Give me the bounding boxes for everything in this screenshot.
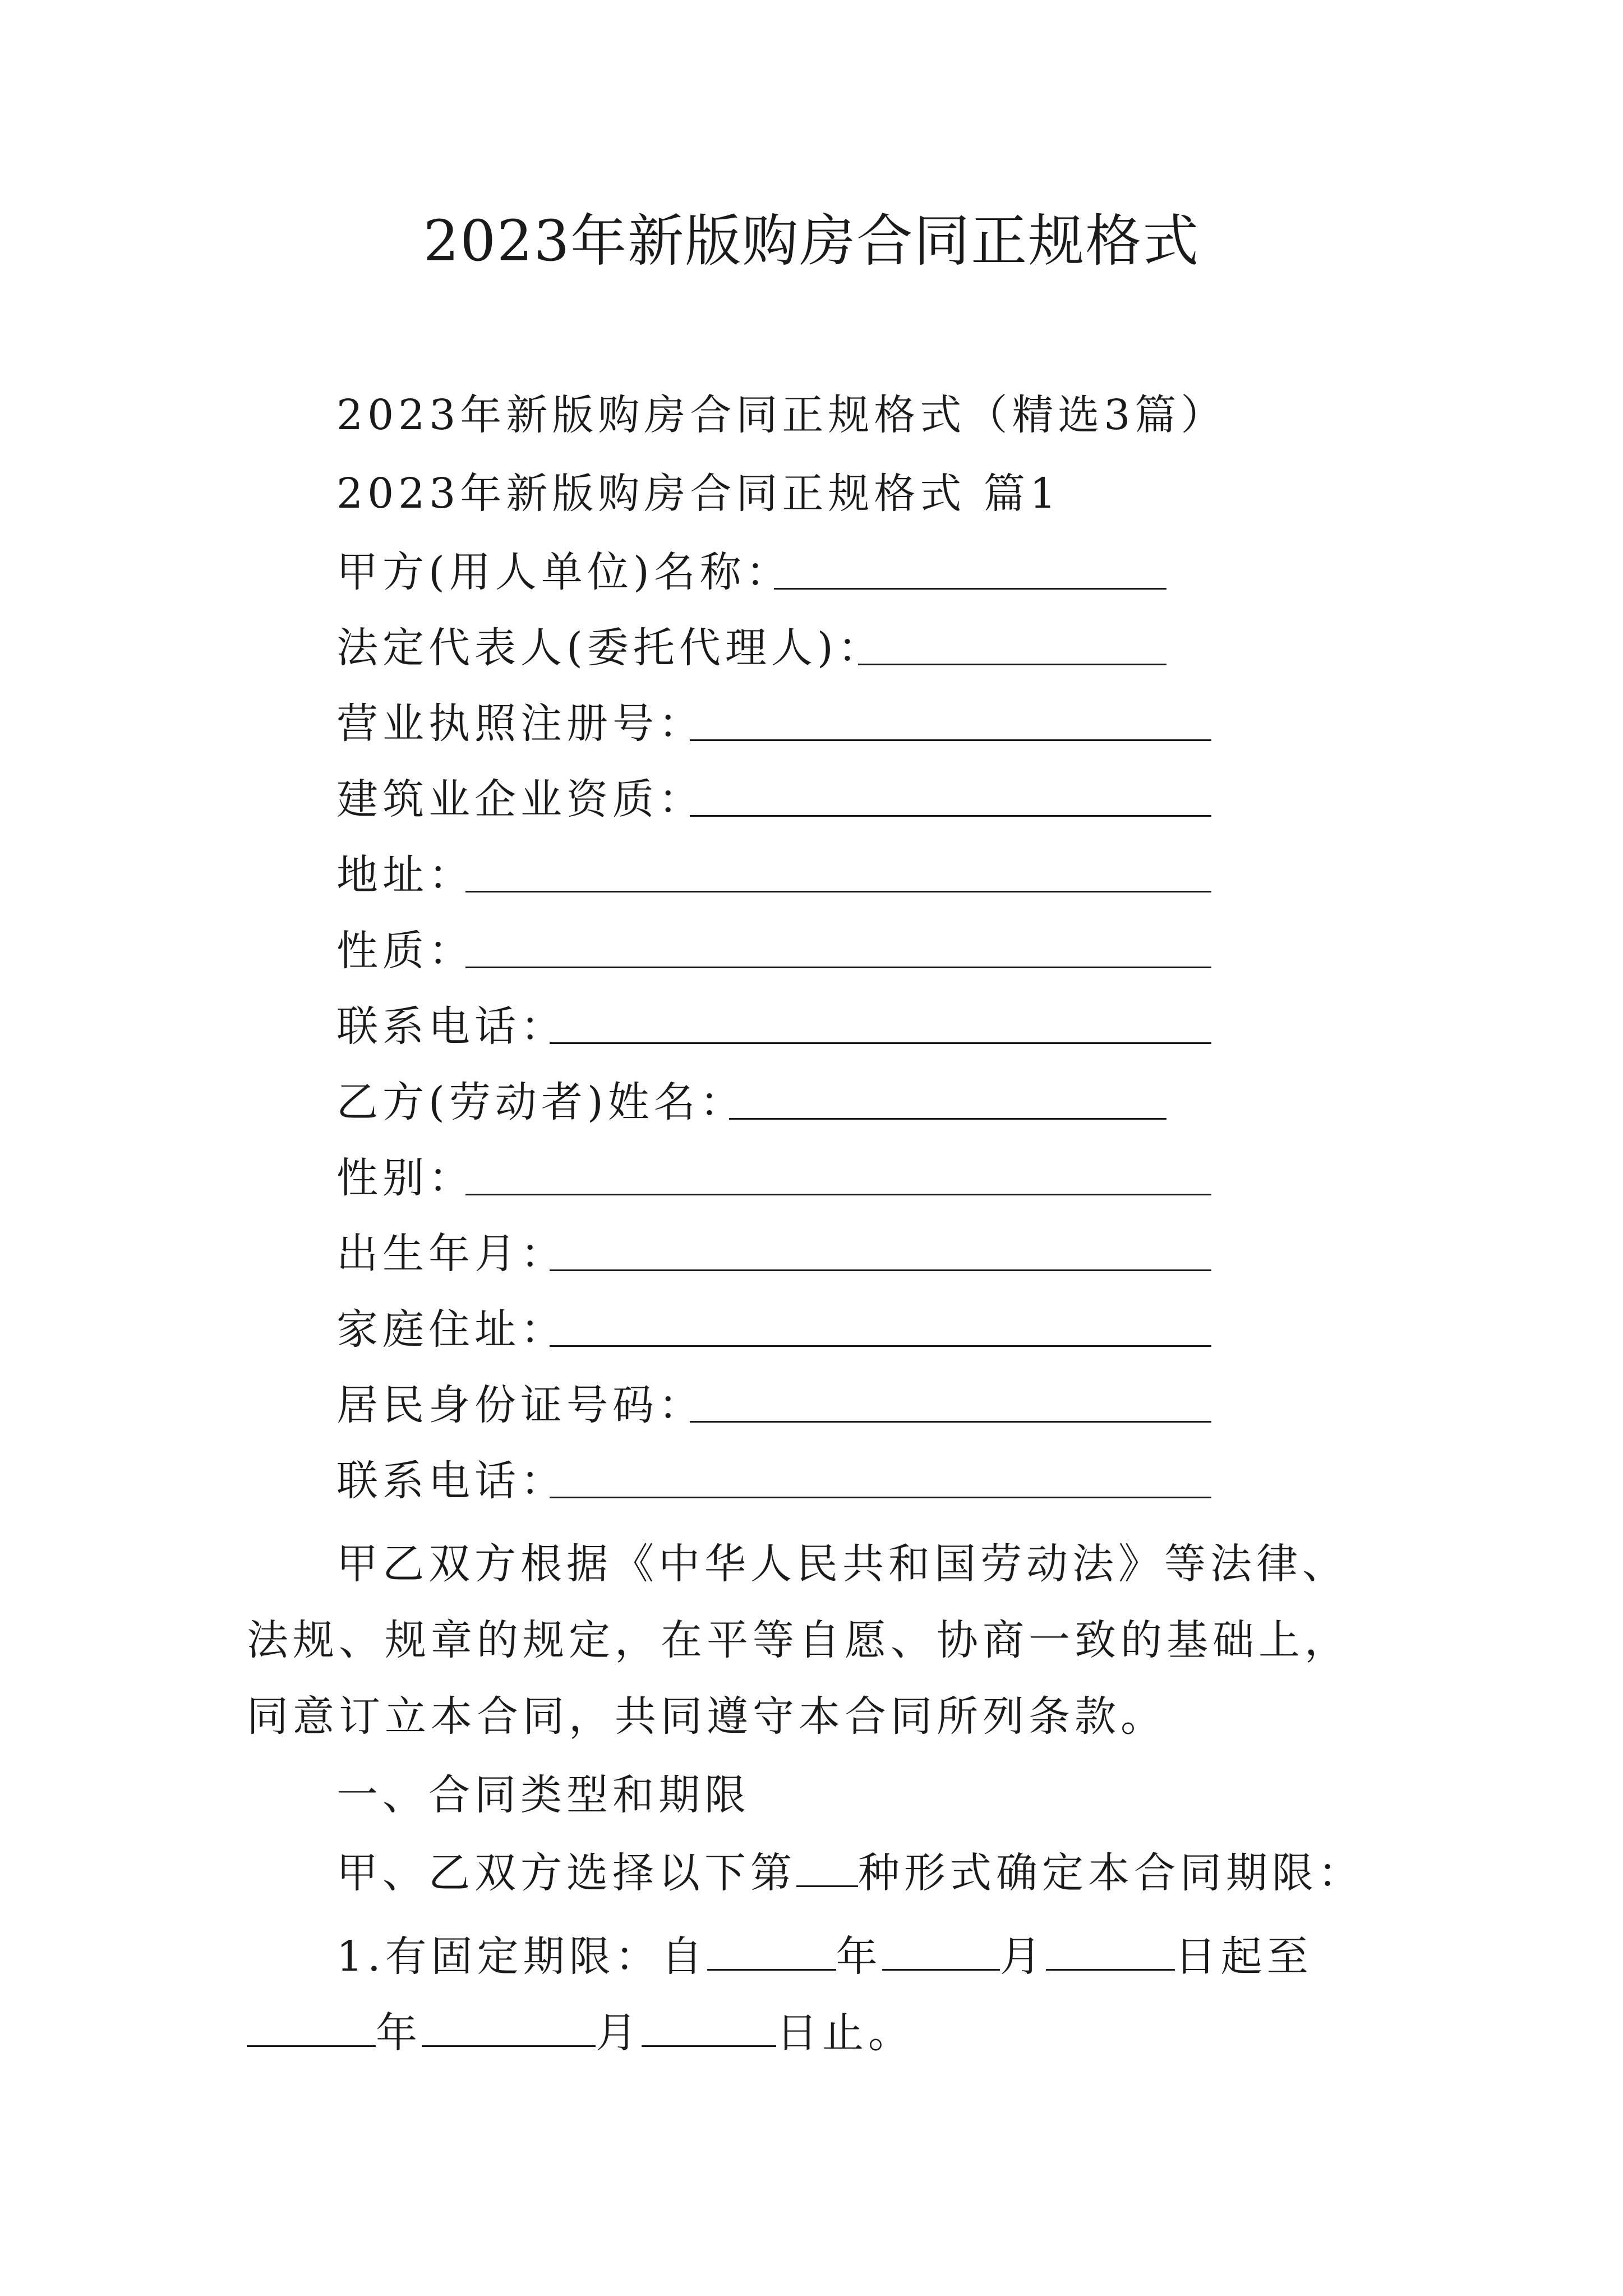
field-blank[interactable] <box>550 1269 1211 1271</box>
field-label: 出生年月： <box>336 1230 566 1278</box>
field-label: 甲方(用人单位)名称： <box>336 548 792 596</box>
clause-1-heading: 一、合同类型和期限 <box>336 1771 750 1819</box>
field-label: 性别： <box>336 1154 474 1202</box>
intro-paragraph-text: 甲乙双方根据《中华人民共和国劳动法》等法律、法规、规章的规定，在平等自愿、协商一致的基础上，同意订立本合同，共同遵守本合同所列条款。 <box>247 1540 1350 1741</box>
field-blank[interactable] <box>858 664 1166 665</box>
term-fixed <box>247 1918 1385 2071</box>
field-birth-date <box>336 1226 566 1282</box>
end-day-blank[interactable] <box>642 2003 776 2047</box>
field-qualification <box>336 771 704 827</box>
end-year-blank[interactable] <box>247 2003 376 2047</box>
field-label: 性质： <box>336 927 474 975</box>
field-label: 法定代表人(委托代理人)： <box>336 624 884 672</box>
term-end-month-label: 月 <box>596 2009 642 2057</box>
field-nature <box>336 923 474 979</box>
intro-paragraph <box>247 1526 1385 1755</box>
field-label: 居民身份证号码： <box>336 1381 704 1429</box>
field-label: 乙方(劳动者)姓名： <box>336 1078 746 1126</box>
field-employer-name <box>336 544 792 600</box>
term-day-until: 日起至 <box>1174 1932 1313 1981</box>
field-blank[interactable] <box>690 1421 1211 1423</box>
end-month-blank[interactable] <box>422 2003 596 2047</box>
field-blank[interactable] <box>729 1118 1166 1120</box>
start-month-blank[interactable] <box>882 1926 1000 1971</box>
section-heading: 2023年新版购房合同正规格式 篇1 <box>336 470 1061 518</box>
field-blank[interactable] <box>465 1194 1211 1195</box>
term-month-label: 月 <box>999 1932 1046 1981</box>
field-id-number <box>336 1377 704 1433</box>
field-label: 地址： <box>336 851 474 899</box>
document-title: 2023年新版购房合同正规格式 <box>423 208 1200 274</box>
field-employee-phone <box>336 1453 566 1509</box>
field-label: 建筑业企业资质： <box>336 775 704 823</box>
start-day-blank[interactable] <box>1046 1926 1175 1971</box>
field-label: 联系电话： <box>336 1002 566 1051</box>
term-fixed-prefix: 1.有固定期限：自 <box>336 1932 707 1981</box>
field-employer-phone <box>336 999 566 1055</box>
field-blank[interactable] <box>550 1497 1211 1498</box>
field-employee-name <box>336 1074 746 1130</box>
field-business-license <box>336 696 704 752</box>
field-label: 营业执照注册号： <box>336 700 704 748</box>
field-blank[interactable] <box>690 815 1211 817</box>
field-blank[interactable] <box>690 739 1211 741</box>
field-legal-representative <box>336 620 884 676</box>
field-label: 家庭住址： <box>336 1305 566 1354</box>
field-blank[interactable] <box>550 1345 1211 1347</box>
field-gender <box>336 1150 474 1206</box>
field-home-address <box>336 1301 566 1358</box>
option-blank[interactable] <box>796 1843 858 1887</box>
field-address <box>336 847 474 903</box>
term-end-day: 日止。 <box>776 2009 914 2057</box>
term-end-year-label: 年 <box>376 2009 422 2057</box>
document-subtitle: 2023年新版购房合同正规格式（精选3篇） <box>336 391 1227 439</box>
start-year-blank[interactable] <box>707 1926 836 1971</box>
clause-1-select-prefix: 甲、乙双方选择以下第 <box>336 1849 796 1897</box>
field-blank[interactable] <box>550 1042 1211 1044</box>
field-blank[interactable] <box>465 891 1211 892</box>
term-year-label: 年 <box>836 1932 882 1981</box>
field-label: 联系电话： <box>336 1457 566 1505</box>
field-blank[interactable] <box>774 588 1166 590</box>
clause-1-select-suffix: 种形式确定本合同期限： <box>858 1849 1364 1897</box>
clause-1-select <box>336 1843 1364 1901</box>
field-blank[interactable] <box>465 967 1211 968</box>
